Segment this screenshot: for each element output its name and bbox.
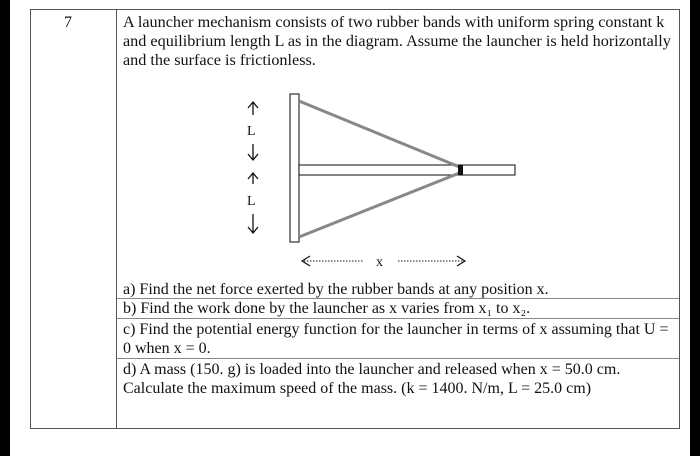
table-bottom-border <box>30 428 680 429</box>
launcher-rod <box>299 165 515 175</box>
question-b: b) Find the work done by the launcher as x varies from x₁ to x₂. <box>123 300 531 317</box>
document-page <box>10 0 690 456</box>
rubber-band-bottom <box>299 172 462 237</box>
dimension-arrow-x <box>302 256 465 266</box>
question-divider <box>117 318 679 319</box>
question-d: d) A mass (150. g) is loaded into the launcher and released when x = 50.0 cm. Calculate the maximum speed of the mass. (k = 1400. N/m, L = 25.0 cm) <box>123 361 621 397</box>
label-L-bottom: L <box>247 194 256 209</box>
question-a: a) Find the net force exerted by the rubber bands at any position x. <box>123 281 549 298</box>
problem-intro: A launcher mechanism consists of two rubber bands with uniform spring constant k and equilibrium length L as in the diagram. Assume the launcher is held horizontally and the surface is frictionless. <box>123 13 671 69</box>
question-c: c) Find the potential energy function for the launcher in terms of x assuming that U = 0 when x = 0. <box>123 321 669 357</box>
launcher-frame <box>290 94 299 242</box>
launcher-diagram <box>10 0 690 290</box>
projectile-marker <box>458 165 463 175</box>
rubber-band-top <box>299 101 462 168</box>
question-divider <box>117 358 679 359</box>
label-L-top: L <box>247 124 256 139</box>
problem-number: 7 <box>64 14 72 31</box>
label-x: x <box>376 255 383 270</box>
